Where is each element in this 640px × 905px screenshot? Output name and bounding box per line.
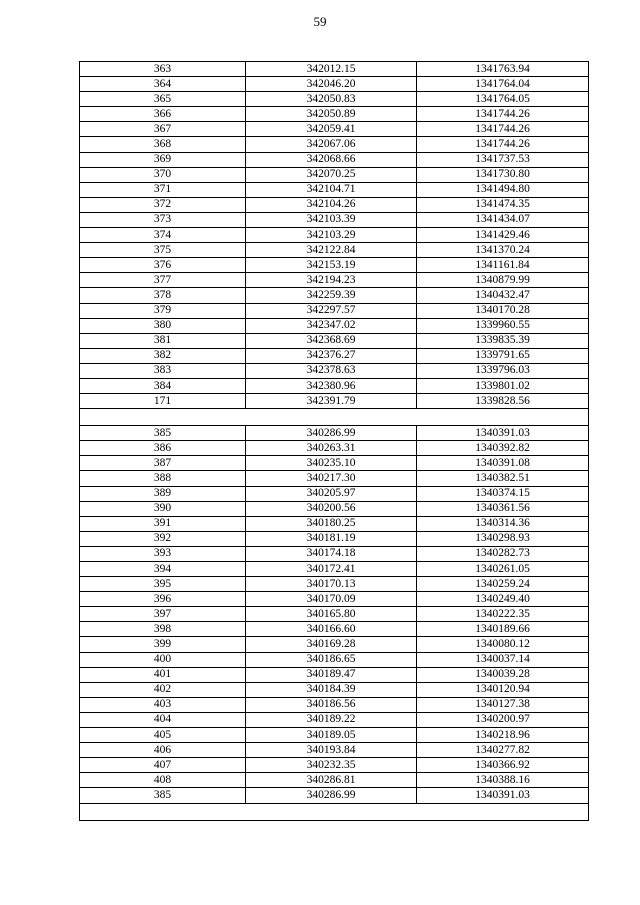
table-row [80, 728, 589, 743]
y-coordinate-cell: 1340170.28 [417, 303, 589, 318]
x-coordinate-cell: 340286.81 [246, 773, 417, 788]
point-number-cell: 395 [80, 577, 246, 592]
table-row [80, 607, 589, 622]
y-coordinate-cell: 1341744.26 [417, 137, 589, 152]
table-row [80, 788, 589, 803]
table-row [80, 426, 589, 441]
point-number-cell: 394 [80, 562, 246, 577]
point-number-cell: 378 [80, 288, 246, 303]
x-coordinate-cell: 342046.20 [246, 77, 417, 92]
y-coordinate-cell: 1340039.28 [417, 667, 589, 682]
x-coordinate-cell: 340170.09 [246, 592, 417, 607]
table-row [80, 288, 589, 303]
y-coordinate-cell: 1340366.92 [417, 758, 589, 773]
empty-cell [80, 409, 589, 426]
y-coordinate-cell: 1340314.36 [417, 516, 589, 531]
point-number-cell: 370 [80, 167, 246, 182]
table-row [80, 501, 589, 516]
point-number-cell: 393 [80, 546, 246, 561]
point-number-cell: 380 [80, 318, 246, 333]
table-row [80, 743, 589, 758]
table-row [80, 348, 589, 363]
y-coordinate-cell: 1340259.24 [417, 577, 589, 592]
x-coordinate-cell: 342347.02 [246, 318, 417, 333]
y-coordinate-cell: 1340392.82 [417, 441, 589, 456]
table-row [80, 592, 589, 607]
point-number-cell: 371 [80, 182, 246, 197]
x-coordinate-cell: 340172.41 [246, 562, 417, 577]
y-coordinate-cell: 1341434.07 [417, 212, 589, 227]
table-row [80, 152, 589, 167]
x-coordinate-cell: 342122.84 [246, 243, 417, 258]
point-number-cell: 388 [80, 471, 246, 486]
y-coordinate-cell: 1341744.26 [417, 122, 589, 137]
y-coordinate-cell: 1341494.80 [417, 182, 589, 197]
x-coordinate-cell: 340184.39 [246, 682, 417, 697]
point-number-cell: 365 [80, 92, 246, 107]
point-number-cell: 377 [80, 273, 246, 288]
x-coordinate-cell: 340189.05 [246, 728, 417, 743]
x-coordinate-cell: 340200.56 [246, 501, 417, 516]
x-coordinate-cell: 342067.06 [246, 137, 417, 152]
point-number-cell: 406 [80, 743, 246, 758]
point-number-cell: 382 [80, 348, 246, 363]
point-number-cell: 376 [80, 258, 246, 273]
table-row [80, 486, 589, 501]
x-coordinate-cell: 340235.10 [246, 456, 417, 471]
point-number-cell: 398 [80, 622, 246, 637]
point-number-cell: 396 [80, 592, 246, 607]
point-number-cell: 399 [80, 637, 246, 652]
table-row [80, 363, 589, 378]
point-number-cell: 400 [80, 652, 246, 667]
y-coordinate-cell: 1340037.14 [417, 652, 589, 667]
point-number-cell: 385 [80, 426, 246, 441]
table-end-row [80, 803, 589, 820]
x-coordinate-cell: 342059.41 [246, 122, 417, 137]
x-coordinate-cell: 340180.25 [246, 516, 417, 531]
table-row [80, 333, 589, 348]
empty-cell [80, 803, 589, 820]
table-row [80, 243, 589, 258]
x-coordinate-cell: 340193.84 [246, 743, 417, 758]
x-coordinate-cell: 342104.71 [246, 182, 417, 197]
coordinates-table [79, 61, 589, 821]
y-coordinate-cell: 1340222.35 [417, 607, 589, 622]
point-number-cell: 383 [80, 363, 246, 378]
x-coordinate-cell: 340286.99 [246, 788, 417, 803]
y-coordinate-cell: 1339791.65 [417, 348, 589, 363]
y-coordinate-cell: 1340120.94 [417, 682, 589, 697]
point-number-cell: 397 [80, 607, 246, 622]
point-number-cell: 391 [80, 516, 246, 531]
point-number-cell: 366 [80, 107, 246, 122]
table-row [80, 531, 589, 546]
point-number-cell: 385 [80, 788, 246, 803]
x-coordinate-cell: 342050.89 [246, 107, 417, 122]
y-coordinate-cell: 1341763.94 [417, 62, 589, 77]
table-row [80, 712, 589, 727]
y-coordinate-cell: 1341161.84 [417, 258, 589, 273]
y-coordinate-cell: 1341764.04 [417, 77, 589, 92]
x-coordinate-cell: 340205.97 [246, 486, 417, 501]
y-coordinate-cell: 1341429.46 [417, 228, 589, 243]
y-coordinate-cell: 1340374.15 [417, 486, 589, 501]
point-number-cell: 372 [80, 197, 246, 212]
point-number-cell: 369 [80, 152, 246, 167]
x-coordinate-cell: 342103.39 [246, 212, 417, 227]
point-number-cell: 367 [80, 122, 246, 137]
page-number: 59 [313, 14, 327, 29]
y-coordinate-cell: 1340391.03 [417, 788, 589, 803]
x-coordinate-cell: 342153.19 [246, 258, 417, 273]
y-coordinate-cell: 1340361.56 [417, 501, 589, 516]
table-row [80, 318, 589, 333]
y-coordinate-cell: 1340277.82 [417, 743, 589, 758]
table-row [80, 516, 589, 531]
x-coordinate-cell: 340166.60 [246, 622, 417, 637]
x-coordinate-cell: 342297.57 [246, 303, 417, 318]
table-row [80, 228, 589, 243]
point-number-cell: 408 [80, 773, 246, 788]
point-number-cell: 381 [80, 333, 246, 348]
point-number-cell: 379 [80, 303, 246, 318]
table-row [80, 167, 589, 182]
x-coordinate-cell: 340169.28 [246, 637, 417, 652]
y-coordinate-cell: 1340189.66 [417, 622, 589, 637]
x-coordinate-cell: 340170.13 [246, 577, 417, 592]
point-number-cell: 171 [80, 394, 246, 409]
point-number-cell: 368 [80, 137, 246, 152]
point-number-cell: 363 [80, 62, 246, 77]
y-coordinate-cell: 1341744.26 [417, 107, 589, 122]
y-coordinate-cell: 1341370.24 [417, 243, 589, 258]
y-coordinate-cell: 1340382.51 [417, 471, 589, 486]
point-number-cell: 407 [80, 758, 246, 773]
x-coordinate-cell: 340181.19 [246, 531, 417, 546]
section-separator-row [80, 409, 589, 426]
point-number-cell: 374 [80, 228, 246, 243]
y-coordinate-cell: 1339960.55 [417, 318, 589, 333]
table-row [80, 62, 589, 77]
table-row [80, 758, 589, 773]
x-coordinate-cell: 342380.96 [246, 378, 417, 393]
x-coordinate-cell: 340186.56 [246, 697, 417, 712]
y-coordinate-cell: 1340879.99 [417, 273, 589, 288]
y-coordinate-cell: 1340200.97 [417, 712, 589, 727]
table-row [80, 682, 589, 697]
point-number-cell: 389 [80, 486, 246, 501]
y-coordinate-cell: 1341730.80 [417, 167, 589, 182]
x-coordinate-cell: 340165.80 [246, 607, 417, 622]
table-row [80, 378, 589, 393]
y-coordinate-cell: 1339835.39 [417, 333, 589, 348]
point-number-cell: 364 [80, 77, 246, 92]
table-row [80, 273, 589, 288]
point-number-cell: 392 [80, 531, 246, 546]
y-coordinate-cell: 1340388.16 [417, 773, 589, 788]
x-coordinate-cell: 342391.79 [246, 394, 417, 409]
table-row [80, 197, 589, 212]
table-row [80, 773, 589, 788]
x-coordinate-cell: 342070.25 [246, 167, 417, 182]
y-coordinate-cell: 1339828.56 [417, 394, 589, 409]
table-row [80, 471, 589, 486]
x-coordinate-cell: 340286.99 [246, 426, 417, 441]
table-row [80, 652, 589, 667]
table-row [80, 258, 589, 273]
y-coordinate-cell: 1341474.35 [417, 197, 589, 212]
y-coordinate-cell: 1340432.47 [417, 288, 589, 303]
table-row [80, 697, 589, 712]
table-row [80, 394, 589, 409]
y-coordinate-cell: 1340127.38 [417, 697, 589, 712]
table-row [80, 122, 589, 137]
point-number-cell: 373 [80, 212, 246, 227]
point-number-cell: 401 [80, 667, 246, 682]
point-number-cell: 403 [80, 697, 246, 712]
y-coordinate-cell: 1340298.93 [417, 531, 589, 546]
y-coordinate-cell: 1340080.12 [417, 637, 589, 652]
x-coordinate-cell: 340174.18 [246, 546, 417, 561]
x-coordinate-cell: 342378.63 [246, 363, 417, 378]
y-coordinate-cell: 1341737.53 [417, 152, 589, 167]
coordinates-table-body [80, 62, 589, 821]
point-number-cell: 404 [80, 712, 246, 727]
y-coordinate-cell: 1340391.08 [417, 456, 589, 471]
y-coordinate-cell: 1340218.96 [417, 728, 589, 743]
y-coordinate-cell: 1340261.05 [417, 562, 589, 577]
table-row [80, 137, 589, 152]
x-coordinate-cell: 340232.35 [246, 758, 417, 773]
x-coordinate-cell: 342068.66 [246, 152, 417, 167]
table-row [80, 92, 589, 107]
x-coordinate-cell: 342050.83 [246, 92, 417, 107]
table-row [80, 303, 589, 318]
table-row [80, 546, 589, 561]
point-number-cell: 402 [80, 682, 246, 697]
table-row [80, 441, 589, 456]
point-number-cell: 387 [80, 456, 246, 471]
y-coordinate-cell: 1340391.03 [417, 426, 589, 441]
x-coordinate-cell: 342376.27 [246, 348, 417, 363]
x-coordinate-cell: 340189.47 [246, 667, 417, 682]
table-row [80, 577, 589, 592]
table-row [80, 77, 589, 92]
point-number-cell: 384 [80, 378, 246, 393]
table-row [80, 562, 589, 577]
x-coordinate-cell: 342194.23 [246, 273, 417, 288]
point-number-cell: 405 [80, 728, 246, 743]
table-row [80, 667, 589, 682]
table-row [80, 622, 589, 637]
table-row [80, 182, 589, 197]
point-number-cell: 386 [80, 441, 246, 456]
table-row [80, 637, 589, 652]
x-coordinate-cell: 342012.15 [246, 62, 417, 77]
x-coordinate-cell: 342103.29 [246, 228, 417, 243]
x-coordinate-cell: 340189.22 [246, 712, 417, 727]
table-row [80, 107, 589, 122]
y-coordinate-cell: 1339796.03 [417, 363, 589, 378]
y-coordinate-cell: 1341764.05 [417, 92, 589, 107]
table-row [80, 456, 589, 471]
x-coordinate-cell: 342259.39 [246, 288, 417, 303]
y-coordinate-cell: 1340282.73 [417, 546, 589, 561]
x-coordinate-cell: 340217.30 [246, 471, 417, 486]
y-coordinate-cell: 1340249.40 [417, 592, 589, 607]
x-coordinate-cell: 340263.31 [246, 441, 417, 456]
point-number-cell: 375 [80, 243, 246, 258]
table-row [80, 212, 589, 227]
x-coordinate-cell: 342104.26 [246, 197, 417, 212]
point-number-cell: 390 [80, 501, 246, 516]
x-coordinate-cell: 342368.69 [246, 333, 417, 348]
y-coordinate-cell: 1339801.02 [417, 378, 589, 393]
x-coordinate-cell: 340186.65 [246, 652, 417, 667]
